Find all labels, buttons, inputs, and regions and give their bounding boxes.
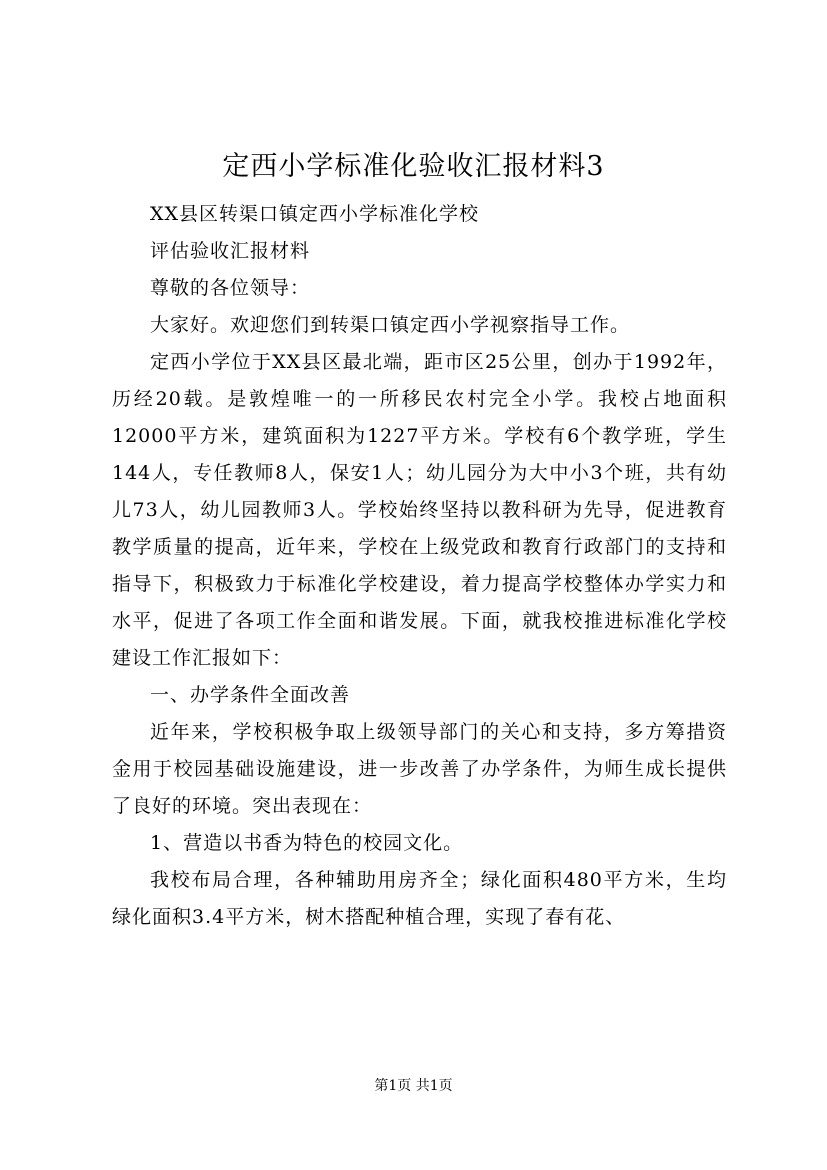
document-body	[112, 196, 727, 936]
paragraph-school-overview: 定西小学位于XX县区最北端，距市区25公里，创办于1992年，历经20载。是敦煌唯一的一所移民农村完全小学。我校占地面积12000平方米，建筑面积为1227平方米。学校有6个教学班，学生144人，专任教师8人，保安1人；幼儿园分为大中小3个班，共有幼儿73人，幼儿园教师3人。学校始终坚持以教科研为先导，促进教育教学质量的提高，近年来，学校在上级党政和教育行政部门的支持和指导下，积极致力于标准化学校建设，着力提高学校整体办学实力和水平，促进了各项工作全面和谐发展。下面，就我校推进标准化学校建设工作汇报如下：	[112, 351, 727, 669]
paragraph-school-name: XX县区转渠口镇定西小学标准化学校	[150, 203, 480, 225]
paragraph-conditions: 近年来，学校积极争取上级领导部门的关心和支持，多方筹措资金用于校园基础设施建设，进一步改善了办学条件，为师生成长提供了良好的环境。突出表现在：	[112, 721, 727, 817]
subheading-campus-culture: 1、营造以书香为特色的校园文化。	[150, 832, 464, 854]
page-footer: 第1页 共1页	[374, 1078, 453, 1094]
document-title: 定西小学标准化验收汇报材料3	[222, 151, 605, 182]
paragraph-campus-layout: 我校布局合理，各种辅助用房齐全；绿化面积480平方米，生均绿化面积3.4平方米，树木搭配种植合理，实现了春有花、	[112, 869, 727, 928]
paragraph-salutation: 尊敬的各位领导：	[150, 277, 311, 299]
section-heading-conditions: 一、办学条件全面改善	[150, 684, 351, 706]
paragraph-report-subtitle: 评估验收汇报材料	[150, 240, 311, 262]
paragraph-greeting: 大家好。欢迎您们到转渠口镇定西小学视察指导工作。	[150, 314, 631, 336]
